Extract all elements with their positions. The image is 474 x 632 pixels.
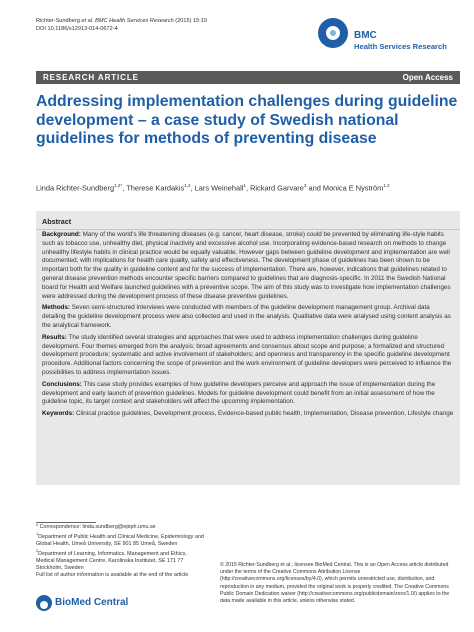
affiliations-footnote: [36, 524, 204, 579]
article-title: Addressing implementation challenges during guideline development – a case study of Swedish national guidelines for methods of preventing disease: [36, 93, 458, 147]
author-name: Monica E Nyström: [322, 183, 384, 193]
license-text: © 2015 Richter-Sundberg et al.; licensee BioMed Central. This is an Open Access article distributed under the terms of the Creative Commons Attribution License (http://creativecommons.org/licenses/by/4.0), which permits unrestricted use, distribution, and reproduction in any medium, provided the original work is properly credited. The Creative Commons Public Domain Dedication waiver (http://creativecommons.org/publicdomain/zero/1.0/) applies to the data made available in this article, unless otherwise stated.: [220, 562, 450, 605]
bmc-circle-icon: [318, 18, 348, 48]
correspondence: * Correspondence: linda.sundberg@epiph.umu.se: [36, 524, 156, 530]
abstract-keywords: Keywords: Clinical practice guidelines, Development process, Evidence-based public health, Implementation, Disease prevention, Lifestyle change: [42, 410, 454, 418]
affiliation-1: $^1$Department of Public Health and Clinical Medicine, Epidemiology and Global Health, Umeå University, SE 901 85 Umeå, Sweden: [36, 532, 204, 547]
open-access-label: Open Access: [402, 73, 453, 82]
citation-line-1: Richter-Sundberg et al. BMC Health Services Research (2015) 15:19: [36, 18, 208, 24]
author-name: Linda Richter-Sundberg: [36, 183, 115, 193]
journal-logo: [318, 18, 458, 63]
author-list: Linda Richter-Sundberg$^{1,2*}$, Therese Kardakis$^{1,2}$, Lars Weinehall$^1$, Rickard Garvare$^3$ and Monica E Nyström$^{1,2}$: [36, 183, 390, 193]
journal-logo-name: Health Services Research: [354, 42, 447, 51]
article-type-label: RESEARCH ARTICLE: [43, 73, 139, 82]
biomed-circle-icon: [36, 595, 52, 611]
author-name: Rickard Garvare: [250, 183, 304, 193]
abstract-background: Background: Many of the world's life threatening diseases (e.g. cancer, heart disease, stroke) could be prevented by eliminating life-style habits such as tobacco use, unhealthy diet, physical inactivity and excessive alcohol use. Incorporating evidence-based research on methods to change unhealthy lifestyle habits in clinical practice would be equally valuable. However gaps between guideline development and implementation are well documented, with implications for health care quality, safety and effectiveness. The development phase of guidelines has been shown to be important both for the quality in guideline content and for the success of implementation. There are, however, indications that guidelines related to general disease prevention methods encounter specific barriers compared to guidelines that are diagnosis-specific. In 2011 the Swedish National board for Health and Welfare launched guidelines with a preventive scope. The aim of this study was to investigate how implementation challenges were addressed during the development process of these disease preventive guidelines.: [42, 231, 451, 300]
affiliation-2: $^2$Department of Learning, Informatics, Management and Ethics, Medical Management Centre, Karolinska Institutet, SE 171 77 Stockholm, Sweden: [36, 548, 187, 571]
footnote-divider: [36, 522, 96, 523]
abstract-methods: Methods: Seven semi-structured interviews were conducted with members of the guideline development management group. Archival data detailing the guideline development process were also collected and used in the analysis. Qualitative data were analysed using content analysis as the analytical framework.: [42, 304, 451, 329]
biomed-central-logo: BioMed Central: [36, 593, 146, 613]
journal-logo-brand: BMC: [354, 30, 377, 41]
abstract-results: Results: The study identified several strategies and approaches that were used to address implementation challenges during guideline development. Four themes emerged from the analysis: broad agreements and consensus about scope and purpose; a formalized and structured development procedure; systematic and active involvement of stakeholders; and openness and transparency in the specific guideline development procedure. Additional factors concerning the scope of prevention and the work environment of guideline developers were perceived to influence the possibilities to address implementation issues.: [42, 333, 452, 376]
citation-doi: DOI 10.1186/s12913-014-0672-4: [36, 26, 118, 32]
abstract-heading: Abstract: [42, 217, 72, 226]
author-info-note: Full list of author information is available at the end of the article: [36, 571, 189, 578]
author-name: Lars Weinehall: [194, 183, 244, 193]
article-type-banner: [36, 71, 460, 84]
abstract-conclusions: Conclusions: This case study provides examples of how guideline developers perceive and approach the issue of implementation during the development and early launch of prevention guidelines. Models for guideline development could benefit from an initial assessment of how the guideline topic, its target context and stakeholders will affect the upcoming implementation.: [42, 380, 436, 406]
author-name: Therese Kardakis: [126, 183, 185, 193]
abstract-box: [36, 211, 460, 485]
abstract-divider: [36, 229, 460, 230]
citation-header: [36, 17, 207, 33]
